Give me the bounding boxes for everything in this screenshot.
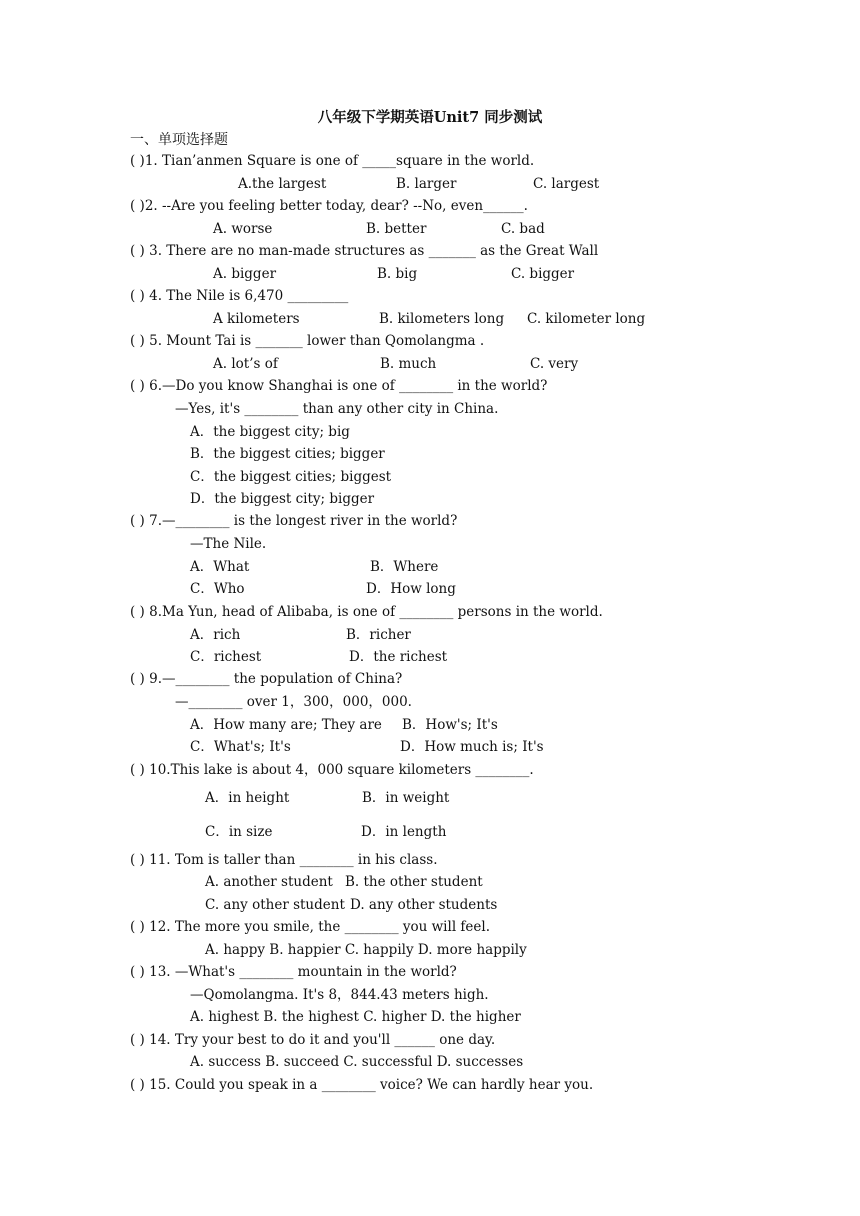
question-3: ( ) 3. There are no man-made structures as _______ as the Great Wall [130, 243, 599, 259]
q10-option-a: A．in height [205, 790, 290, 806]
question-15: ( ) 15. Could you speak in a ________ voice? We can hardly hear you. [130, 1077, 594, 1093]
q1-option-a: A.the largest [238, 176, 327, 192]
q10-option-b: B．in weight [362, 790, 450, 806]
q7-option-a: A．What [190, 559, 250, 575]
question-7-line-2: —The Nile. [190, 536, 267, 552]
q10-option-d: D．in length [361, 824, 447, 840]
q9-option-d: D．How much is; It's [400, 739, 544, 755]
q8-option-d: D．the richest [349, 649, 448, 665]
q2-option-b: B. better [366, 221, 427, 237]
q5-option-b: B. much [380, 356, 437, 372]
question-13-line-2: —Qomolangma. It's 8，844.43 meters high. [190, 987, 489, 1003]
q10-option-c: C．in size [205, 824, 273, 840]
question-13: ( ) 13. —What's ________ mountain in the world? [130, 964, 457, 980]
question-12-options: A. happy B. happier C. happily D. more happily [205, 942, 527, 958]
question-6-option-b: B．the biggest cities; bigger [190, 446, 385, 462]
q7-option-b: B．Where [370, 559, 439, 575]
q1-option-b: B. larger [396, 176, 457, 192]
question-5: ( ) 5. Mount Tai is _______ lower than Qomolangma . [130, 333, 485, 349]
q11-option-d: D. any other students [350, 897, 498, 913]
q8-option-a: A．rich [190, 627, 241, 643]
q3-option-b: B. big [377, 266, 418, 282]
question-12: ( ) 12. The more you smile, the ________ you will feel. [130, 919, 491, 935]
q8-option-c: C．richest [190, 649, 262, 665]
question-11: ( ) 11. Tom is taller than ________ in his class. [130, 852, 438, 868]
q11-option-c: C. any other student [205, 897, 345, 913]
page-title: 八年级下学期英语Unit7 同步测试 [317, 109, 543, 126]
q4-option-a: A kilometers [213, 311, 300, 327]
q5-option-c: C. very [530, 356, 579, 372]
section-heading: 一、单项选择题 [130, 132, 228, 148]
q4-option-b: B. kilometers long [379, 311, 505, 327]
q2-option-a: A. worse [213, 221, 273, 237]
question-6-option-c: C．the biggest cities; biggest [190, 469, 392, 485]
question-7: ( ) 7.—________ is the longest river in the world? [130, 513, 458, 529]
question-9: ( ) 9.—________ the population of China? [130, 671, 403, 687]
q9-option-b: B．How's; It's [402, 717, 498, 733]
question-6-option-d: D．the biggest city; bigger [190, 491, 375, 507]
question-9-line-2: —________ over 1，300，000，000. [175, 694, 412, 710]
q4-option-c: C. kilometer long [527, 311, 646, 327]
question-1: ( )1. Tian’anmen Square is one of _____square in the world. [130, 153, 535, 169]
q11-option-a: A. another student [205, 874, 333, 890]
q8-option-b: B．richer [346, 627, 411, 643]
question-6-line-2: —Yes, it's ________ than any other city in China. [175, 401, 499, 417]
q3-option-a: A. bigger [213, 266, 277, 282]
question-10: ( ) 10.This lake is about 4，000 square kilometers ________. [130, 762, 534, 778]
q7-option-c: C．Who [190, 581, 245, 597]
q7-option-d: D．How long [366, 581, 456, 597]
question-8: ( ) 8.Ma Yun, head of Alibaba, is one of ________ persons in the world. [130, 604, 603, 620]
q2-option-c: C. bad [501, 221, 545, 237]
q3-option-c: C. bigger [511, 266, 575, 282]
question-4: ( ) 4. The Nile is 6,470 _________ [130, 288, 349, 304]
q1-option-c: C. largest [533, 176, 600, 192]
q5-option-a: A. lot’s of [213, 356, 278, 372]
question-13-options: A. highest B. the highest C. higher D. the higher [190, 1009, 521, 1025]
q9-option-a: A．How many are; They are [190, 717, 382, 733]
q11-option-b: B. the other student [345, 874, 483, 890]
question-6-option-a: A．the biggest city; big [190, 424, 350, 440]
question-6: ( ) 6.—Do you know Shanghai is one of ________ in the world? [130, 378, 548, 394]
question-14: ( ) 14. Try your best to do it and you'll ______ one day. [130, 1032, 496, 1048]
question-14-options: A. success B. succeed C. successful D. successes [190, 1054, 524, 1070]
question-2: ( )2. --Are you feeling better today, dear? --No, even______. [130, 198, 528, 214]
q9-option-c: C．What's; It's [190, 739, 291, 755]
